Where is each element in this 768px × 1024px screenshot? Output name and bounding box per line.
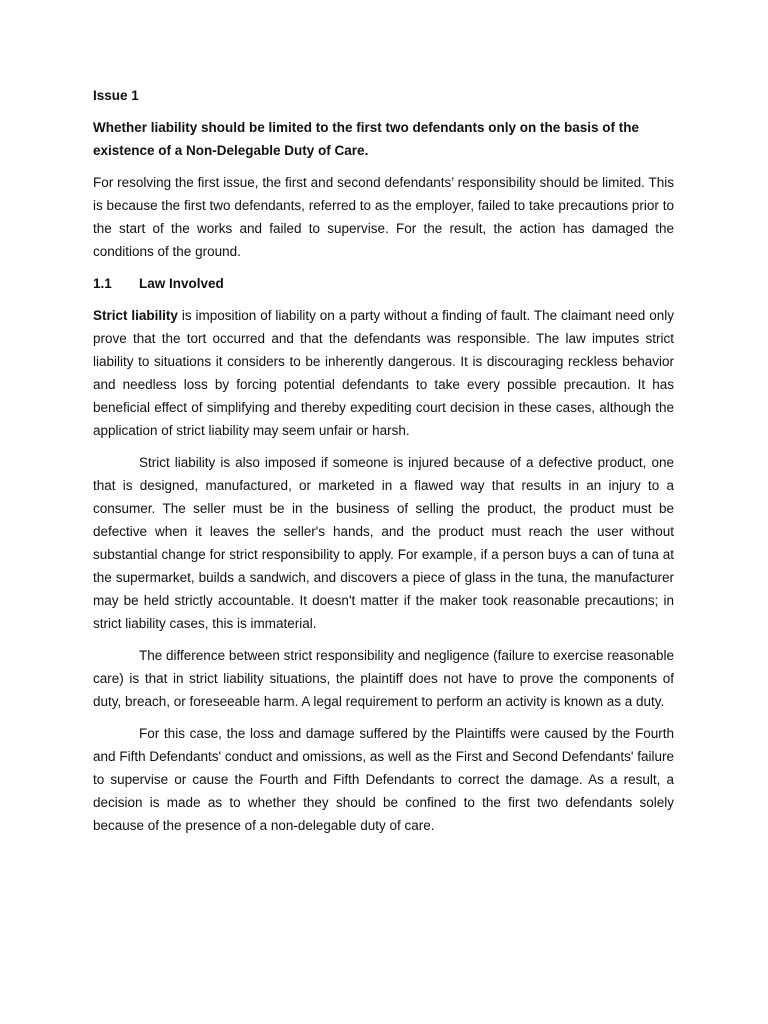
section-title: Law Involved bbox=[139, 276, 224, 291]
strict-liability-term: Strict liability bbox=[93, 308, 178, 323]
strict-liability-definition-text: is imposition of liability on a party without a finding of fault. The claimant need only prove that the tort occurred and that the defendants was responsible. The law imputes strict liability to situations it considers to be inherently dangerous. It is discouraging reckless behavior and needless loss by forcing potential defendants to take every possible precaution. It has beneficial effect of simplifying and thereby expediting court decision in these cases, although the application of strict liability may seem unfair or harsh. bbox=[93, 308, 674, 438]
intro-paragraph: For resolving the first issue, the first and second defendants’ responsibility should be limited. This is because the first two defendants, referred to as the employer, failed to take precautions prior to the start of the works and failed to supervise. For the result, the action has damaged the conditions of the ground. bbox=[93, 175, 674, 259]
strict-liability-definition-paragraph bbox=[93, 304, 674, 442]
negligence-difference-paragraph: The difference between strict responsibility and negligence (failure to exercise reasonable care) is that in strict liability situations, the plaintiff does not have to prove the components of duty, breach, or foreseeable harm. A legal requirement to perform an activity is known as a duty. bbox=[93, 648, 674, 709]
document-page bbox=[93, 84, 674, 846]
case-application-paragraph: For this case, the loss and damage suffered by the Plaintiffs were caused by the Fourth and Fifth Defendants' conduct and omissions, as well as the First and Second Defendants' failure to supervise or cause the Fourth and Fifth Defendants to correct the damage. As a result, a decision is made as to whether they should be confined to the first two defendants solely because of the presence of a non-delegable duty of care. bbox=[93, 726, 674, 833]
section-heading bbox=[93, 272, 674, 295]
issue-title: Issue 1 bbox=[93, 88, 139, 103]
section-number: 1.1 bbox=[93, 276, 112, 291]
issue-question: Whether liability should be limited to the first two defendants only on the basis of the existence of a Non-Delegable Duty of Care. bbox=[93, 120, 640, 158]
defective-product-paragraph: Strict liability is also imposed if someone is injured because of a defective product, one that is designed, manufactured, or marketed in a flawed way that results in an injury to a consumer. The seller must be in the business of selling the product, the product must be defective when it leaves the seller's hands, and the product must reach the user without substantial change for strict responsibility to apply. For example, if a person buys a can of tuna at the supermarket, builds a sandwich, and discovers a piece of glass in the tuna, the manufacturer may be held strictly accountable. It doesn't matter if the maker took reasonable precautions; in strict liability cases, this is immaterial. bbox=[93, 455, 674, 631]
